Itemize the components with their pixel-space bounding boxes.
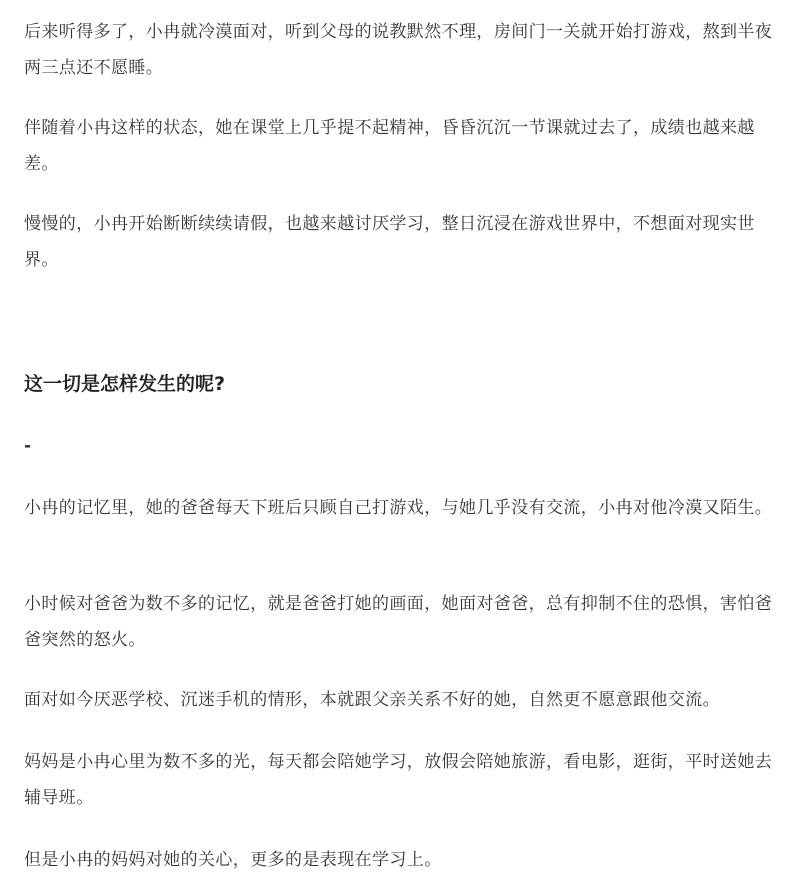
section-divider: - [24,436,32,456]
section-heading: 这一切是怎样发生的呢? [24,373,226,395]
paragraph-6: 面对如今厌恶学校、沉迷手机的情形，本就跟父亲关系不好的她，自然更不愿意跟他交流。 [24,690,720,710]
paragraph-1: 后来听得多了，小冉就冷漠面对，听到父母的说教默然不理，房间门一关就开始打游戏，熬到半夜两三点还不愿睡。 [24,22,773,78]
paragraph-8: 但是小冉的妈妈对她的关心，更多的是表现在学习上。 [24,850,442,870]
paragraph-4: 小冉的记忆里，她的爸爸每天下班后只顾自己打游戏，与她几乎没有交流，小冉对他冷漠又陌生。 [24,498,773,518]
paragraph-2: 伴随着小冉这样的状态，她在课堂上几乎提不起精神，昏昏沉沉一节课就过去了，成绩也越来越差。 [24,118,755,174]
paragraph-3: 慢慢的，小冉开始断断续续请假，也越来越讨厌学习，整日沉浸在游戏世界中，不想面对现实世界。 [24,214,755,270]
paragraph-7: 妈妈是小冉心里为数不多的光，每天都会陪她学习，放假会陪她旅游，看电影，逛街，平时送她去辅导班。 [24,752,773,808]
paragraph-5: 小时候对爸爸为数不多的记忆，就是爸爸打她的画面，她面对爸爸，总有抑制不住的恐惧，害怕爸爸突然的怒火。 [24,594,773,650]
